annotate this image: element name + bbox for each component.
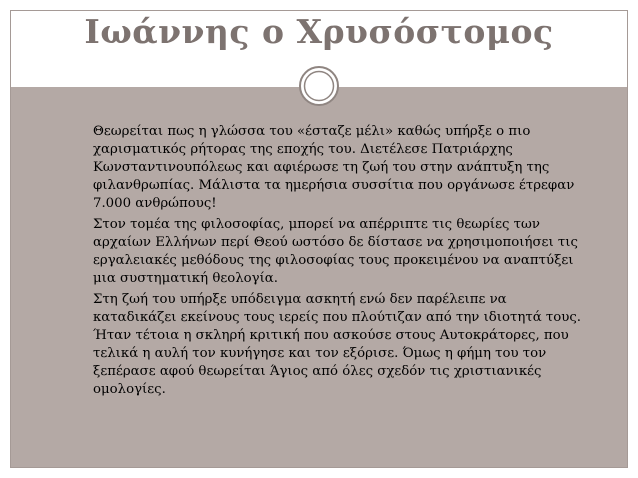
- paragraph-2: Στον τομέα της φιλοσοφίας, μπορεί να απέρριπτε τις θεωρίες των αρχαίων Ελλήνων περί Θεού ωστόσο δε δίστασε να χρησιμοποιήσει τις εργαλειακές μεθόδους της φιλοσοφίας τους προκειμένου να αναπτύξει μια συστηματική θεολογία.: [93, 217, 578, 286]
- paragraph-3: Στη ζωή του υπήρξε υπόδειγμα ασκητή ενώ δεν παρέλειπε να καταδικάζει εκείνους τους ιερείς που πλούτιζαν από την ιδιοτητά τους. Ήταν τέτοια η σκληρή κριτική που ασκούσε στους Αυτοκράτορες, που τελικά η αυλή τον κυνήγησε και τον εξόρισε. Όμως η φήμη του τον ξεπέρασε αφού θεωρείται Άγιος από όλες σχεδόν τις χριστιανικές ομολογίες.: [93, 292, 582, 397]
- paragraph-1: Θεωρείται πως η γλώσσα του «έσταζε μέλι» καθώς υπήρξε ο πιο χαρισματικός ρήτορας της εποχής του. Διετέλεσε Πατριάρχης Κωνσταντινουπόλεως και αφιέρωσε τη ζωή του στην ανάπτυξη της φιλανθρωπίας. Μάλιστα τα ημερήσια συσσίτια που οργάνωσε έτρεφαν 7.000 ανθρώπους!: [93, 124, 575, 211]
- slide-body: [93, 123, 593, 402]
- slide-title: Ιωάννης ο Χρυσόστομος: [84, 12, 554, 51]
- double-circle-ornament-icon: [298, 65, 340, 107]
